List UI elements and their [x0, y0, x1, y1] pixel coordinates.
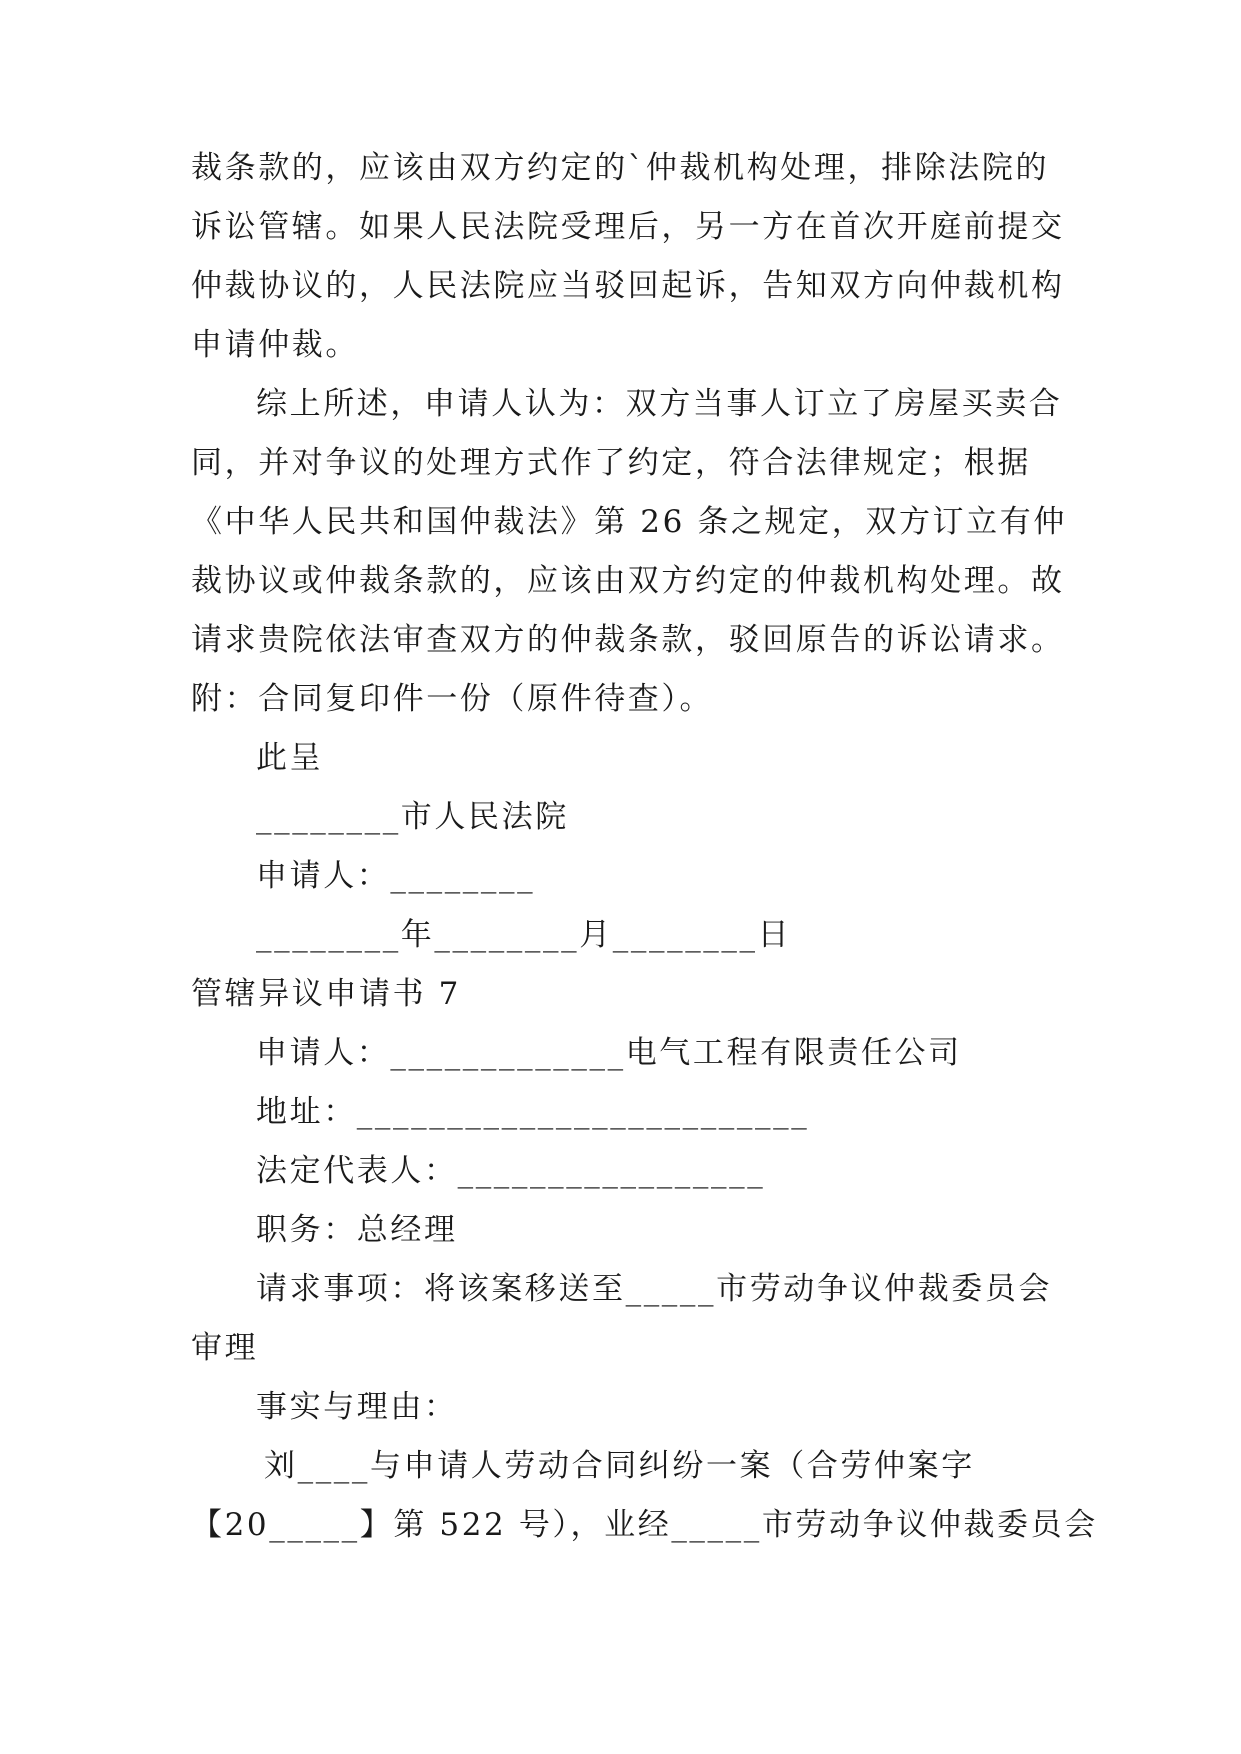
document-title: 管辖异议申请书 7	[191, 976, 461, 1012]
paragraph-line: 综上所述，申请人认为：双方当事人订立了房屋买卖合	[256, 386, 1063, 422]
facts-heading: 事实与理由：	[256, 1389, 458, 1425]
paragraph-line: 诉讼管辖。如果人民法院受理后，另一方在首次开庭前提交	[191, 209, 1065, 245]
applicant-line: 申请人：________	[256, 858, 536, 894]
attachment-line: 附：合同复印件一份（原件待查）。	[191, 681, 714, 717]
paragraph-line: 仲裁协议的，人民法院应当驳回起诉，告知双方向仲裁机构	[191, 268, 1065, 304]
legal-representative-line: 法定代表人：_________________	[256, 1153, 766, 1189]
paragraph-line: 《中华人民共和国仲裁法》第 26 条之规定，双方订立有仲	[191, 504, 1067, 540]
facts-line: 【20_____】第 522 号），业经_____市劳动争议仲裁委员会	[191, 1507, 1098, 1543]
court-line: ________市人民法院	[256, 799, 569, 835]
facts-line: 刘____与申请人劳动合同纠纷一案（合劳仲案字	[264, 1448, 975, 1484]
applicant-company-line: 申请人：_____________电气工程有限责任公司	[256, 1035, 962, 1071]
paragraph-line: 申请仲裁。	[191, 327, 359, 363]
request-line: 请求事项：将该案移送至_____市劳动争议仲裁委员会	[256, 1271, 1053, 1307]
paragraph-line: 同，并对争议的处理方式作了约定，符合法律规定；根据	[191, 445, 1031, 481]
request-line-continued: 审理	[191, 1330, 259, 1366]
submission-line: 此呈	[256, 740, 324, 776]
address-line: 地址：_________________________	[256, 1094, 810, 1130]
date-line: ________年________月________日	[256, 917, 792, 953]
position-line: 职务：总经理	[256, 1212, 458, 1248]
paragraph-line: 请求贵院依法审查双方的仲裁条款，驳回原告的诉讼请求。	[191, 622, 1065, 658]
paragraph-line: 裁协议或仲裁条款的，应该由双方约定的仲裁机构处理。故	[191, 563, 1065, 599]
paragraph-line: 裁条款的，应该由双方约定的`仲裁机构处理，排除法院的	[191, 150, 1050, 186]
